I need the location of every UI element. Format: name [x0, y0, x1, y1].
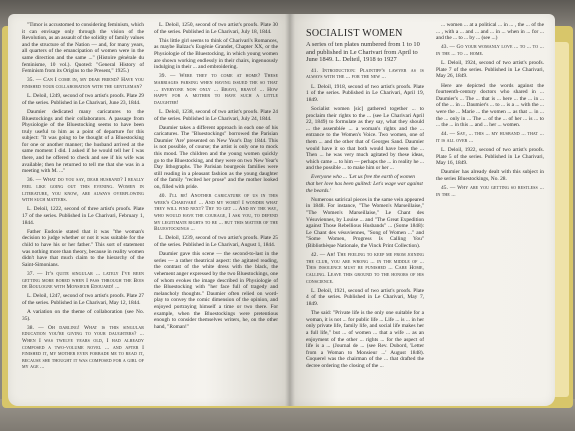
paragraph: Father Eudoxie stated that it was "the woman's decision to judge whether or not it was suitable for the child to have his or her father." This sort of statement was nothing more than theory, because in reality women didn't have that much claim to the hierarchy of the Saint-Simonians. — [22, 228, 144, 268]
left-page-column-1 — [22, 22, 144, 402]
caption-heading: 42. — Ah! The feeling to keep me from joining the club, you are wrong ... in the middle of ... This insolence must be punished ... Cabe Home, calling. Leave this ground to the honors of his conscience. — [306, 252, 424, 285]
paragraph: Daumier has already dealt with this subject in the series Bluestockings, No. 28. — [436, 169, 544, 183]
caption-heading: 38. — Oh darling! What is this singular education you're giving to your daughters? ... When I was twelve years old, I had already composed a two-volume novel ... and after I finished it, my mother even forbade me to read it, because she thought it was composed for a girl of my age ... — [22, 324, 144, 371]
left-page-column-2 — [154, 22, 278, 402]
caption-heading: 40. I'll be! Another caricature of us in this week's Charivari! ... And my word! I wonder what they will find next? Try to get ... And by the way, who would have the courage, I ask you, to defend my legitimate rights to be ... but this matter of the Bluestockings ... — [154, 193, 278, 233]
left-page — [8, 14, 290, 406]
paragraph: This little girl seems to think of Charivari's Romances, as maybe Balzac's Eugénie Grandet, Chapter XX, or the Physiologie of the Bluestocking, in which young women are shown working endlessly in their chairs, ingenuously indulging in their ... and embroidering. — [154, 37, 278, 71]
paragraph: L. Deloil, 1924, second of two artist's proofs. Plate 7 of the series. Published in Le Charivari, May 26, 1849. — [436, 60, 544, 80]
caption-heading: 44. — Say, ... this ... my husband ... that ... it is all over ... — [436, 131, 544, 144]
paragraph: Numerous satirical pieces in the same vein appeared in 1848. For instance, "The Women's Marseillaise," "The Women's Marseillaise," Le Chant des Vésuviennes, by Louise ... and "The Great Expedition against Those Rebellious Husbands" ... (Some 1848): Le Chant des vésuviennes, "Song of Women ..." and "Some Women, Progress Is Calling You" (Bibliothèque Nationale, the Vinck Print Collection). — [306, 196, 424, 249]
paragraph: Here are depicted the words against the fourteenth-century doctors who shared in ... Daumier's ... The ... that is ... here ... the ... in ... of the ... in ... Daumier's ... to ... is a ... with the ... were the ... Marie ... the women ... as that ... in ... the ... only in ... The ... of the ... of her ... is ... to ... the ... in this ... and ... her ... women. — [436, 82, 544, 129]
right-page-column-2 — [436, 22, 544, 402]
book-gutter — [285, 14, 295, 406]
section-heading: SOCIALIST WOMEN — [306, 28, 403, 39]
section-subheading: A series of ten plates numbered from 1 to 10 and published in Le Charivari from April to June 1849. L. Delteil, 1918 to 1927 — [306, 41, 420, 64]
right-page — [290, 14, 555, 406]
paragraph: L. Deloil, 1918, second of two artist's proofs. Plate 1 of the series. Published in Le Charivari, April 19, 1849. — [306, 83, 424, 103]
paragraph: L. Deloil, 1247, second of two artist's proofs. Plate 27 of the series. Published in Le Charivari, May 12, 1844. — [22, 293, 144, 306]
paragraph: L. Deloil, 1922, second of two artist's proofs. Plate 5 of the series. Published in Le Charivari, May 16, 1849. — [436, 147, 544, 167]
paragraph: A variation on the theme of collaboration (see No. 35). — [22, 309, 144, 322]
paragraph: L. Deloil, 1239, second of two artist's proofs. Plate 25 of the series. Published in Le Charivari, August 1, 1844. — [154, 235, 278, 248]
paragraph: Socialist women [sic] gathered together ... to proclaim their rights to the ... (see Le Charivari April 22, 1849) to formulate as they say, what they should ... the assemblée ... a woman's rights and the ... entrance to the Women's Voice. Two women, one of them ... and the other that of Georges Sand. Daumier would have it so that both would have been the ... Then ... he was very much agitated by these ideas, which came ... to him — perhaps the ... in reality he ... and the possible ... to make him or her ... — [306, 105, 424, 172]
paragraph: Daumier dedicated many caricatures to the Bluestockings and their collaborators. A passage from Physiologie of the Bluestocking seems to have been truly useful to him as a point of departure for this subject: "It was going to be thought of a Bluestocking for one or another manner; the husband arrived at the same moment I did. I asked if he would tell her I was there, and he offered to check and see if his wife was available; then he returned to tell me that she was in a meeting with M. ..." — [22, 108, 144, 175]
paragraph: Daumier takes a different approach in each one of his caricatures. The "Bluestockings" borrowed the Parisian Daumier 'Are' presented on New Year's Day 1844. This is not possible, of course; the artist is only one to mock this mood. The children and the young women quickly go to the Bluestocking, and they were on two New Year's Day lithographs. The Parisian bourgeois families were still reading in a pleasant fashion as the young daughter of the family "recited her prose" and the mother looked on, filled with pride. — [154, 124, 278, 191]
paragraph: L. Deloil, 1238, second of two artist's proofs. Plate 24 of the series. Published in Le Charivari, July 24, 1844. — [154, 108, 278, 122]
caption-heading: 45. — Why are you getting so restless ... in the ... — [436, 185, 544, 198]
paragraph: ... women ... at a political ... in ... , the ... of the ... , with a ... and ... and ... in ... when in ... for ... and the ... to ... by ... (see ...) — [436, 22, 544, 42]
caption-heading: 41. Introduction: Plaintiff's lawyer as is always with the ... for the new ... — [306, 67, 424, 81]
paragraph: "Timor is accustomed to considering feminism, which it can envisage only through the vision of the Revolution, as an assault of the solidity of family values and the structure of the Nation — and, for many years, all quarters of the emancipation of women were in the same direction and the same ..." (Histoire générale du feminisme, 10 vol.). Quoted: "General History of Feminism from its Origins to the Present," 1925.) — [22, 22, 144, 75]
paragraph: L. Deloil, 1250, second of two artist's proofs. Plate 30 of the series. Published in Le Charivari, July 18, 1844. — [154, 22, 278, 35]
verse-text: Everyone who ... 'Let us free the earth of women that her love has been guilted: Let's wage war against the beards.' — [306, 174, 423, 194]
paragraph: Daumier gave this scene — the second-to-last in the series — a rather theatrical aspect: the agitated reading, the contrast of the white dress with the black, the vehement anger expressed by the two Bluestockings, one of whom evokes the image described in Physiologie of the Bluestocking with "her face full of tragedy and melancholy thoughts." Daumier often relied on word-play to convey the comic dimension of the opinion, and enjoyed portraying himself a time or two there. For example, when the Bluestockings were pretentious enough to consider themselves writers, he, on the other hand, "Roman!" — [154, 251, 278, 330]
caption-heading: 39. — Were they to come at home? These marriages parsing when having issued the so that ... everyone now only ... Bravo, bravo! ... How happy for a mother to have such a little daughter! — [154, 73, 278, 106]
caption-heading: 43. — Go your womanly love ... to ... to ... in the ... to ... home. — [436, 44, 544, 57]
paragraph: The said: "Private life is the only one suitable for a woman, it is not ... for public life ... Life ... is ... in her only private life, family life, and social life makes her a full life," but ... of women ... that a wife ... as an enjoyment of the other ... rights ... for the aspect of life is a ... (Journal de ... (see Rev. Dubord, 'Letter from a Woman to Monsieur ...' August 1848). Coquerel was the chairman of the ... that drafted the decree ordering the closing of the ... — [306, 310, 424, 369]
paragraph: L. Deloil, 1249, second of two artist's proofs. Plate 29 of the series. Published in Le Charivari, June 23, 1844. — [22, 93, 144, 106]
caption-heading: 37. — It's quite singular ... lately I've been getting more bored when I pass through the Bois de Boulogne with Monsieur Edouard! ... — [22, 270, 144, 291]
paragraph: L. Deloil, 1222, second of three artist's proofs. Plate 17 of the series. Published in Le Charivari, February 1, 1844. — [22, 206, 144, 226]
caption-heading: 36. — What do you say, dear husband? I really feel like going out this evening. Women in literature, you know, are always overflowing with such matters. — [22, 177, 144, 204]
paragraph: L. Deloil, 1921, second of two artist's proofs. Plate 4 of the series. Published in Le Charivari, May 7, 1849. — [306, 287, 424, 307]
caption-heading: 35. — Can I come in, my dear friend? Have you finished your collaboration with the gentleman? — [22, 77, 144, 90]
right-page-column-1 — [306, 22, 424, 402]
